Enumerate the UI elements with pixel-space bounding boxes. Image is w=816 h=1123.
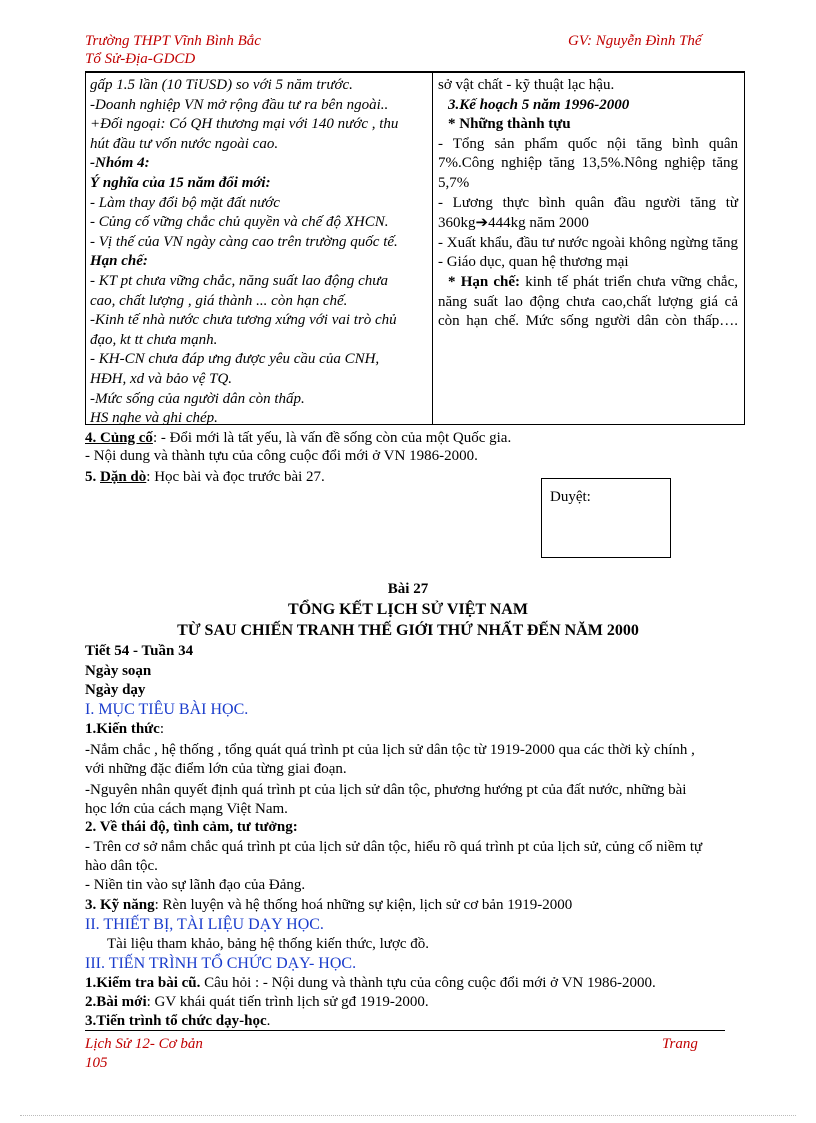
body-line: - Trên cơ sở nắm chắc quá trình pt của lịch sử dân tộc, hiểu rõ quá trình pt của lịch sử, củng cố niềm tự bbox=[85, 839, 703, 855]
new-lesson-line bbox=[85, 994, 429, 1011]
section-objectives: I. MỤC TIÊU BÀI HỌC. bbox=[85, 701, 249, 718]
achievement-line bbox=[438, 213, 738, 234]
lesson-number: Bài 27 bbox=[387, 581, 429, 597]
skill-label: 3. Kỹ năng bbox=[85, 897, 155, 913]
body-line: với những đặc điểm lớn của từng giai đoạn. bbox=[85, 761, 347, 777]
process-dot: . bbox=[266, 1013, 271, 1029]
lesson-title-1: TỔNG KẾT LỊCH SỬ VIỆT NAM bbox=[288, 601, 528, 618]
approval-box bbox=[541, 478, 671, 558]
table-line: -Doanh nghiệp VN mở rộng đầu tư ra bên ngoài.. bbox=[90, 96, 389, 113]
footer-page-label: Trang bbox=[662, 1036, 698, 1052]
new-lesson-text: : GV khái quát tiến trình lịch sử gđ 1919-2000. bbox=[146, 994, 429, 1010]
achievements-title: * Những thành tựu bbox=[448, 116, 571, 133]
table-line: - KT pt chưa vững chắc, năng suất lao động chưa bbox=[90, 272, 388, 289]
date-taught: Ngày dạy bbox=[85, 682, 146, 698]
homework-number: 5. bbox=[85, 469, 100, 485]
process-line bbox=[85, 1013, 270, 1030]
achievement-line: - Lương thực bình quân đầu người tăng từ bbox=[438, 194, 738, 211]
table-line: hút đầu tư vốn nước ngoài cao. bbox=[90, 135, 279, 152]
teacher-name: GV: Nguyễn Đình Thế bbox=[568, 33, 702, 49]
skill-text: : Rèn luyện và hệ thống hoá những sự kiện, lịch sử cơ bản 1919-2000 bbox=[154, 897, 573, 913]
food-value-start: 360kg bbox=[438, 215, 476, 232]
table-line: +Đối ngoại: Có QH thương mại với 140 nước , thu bbox=[90, 116, 399, 133]
table-left-column bbox=[90, 76, 428, 429]
table-line: đạo, kt tt chưa mạnh. bbox=[90, 331, 218, 348]
table-line: HS nghe và ghi chép. bbox=[90, 410, 218, 427]
table-line: -Mức sống của người dân còn thấp. bbox=[90, 390, 305, 407]
skill-line bbox=[85, 897, 572, 914]
significance-heading: Ý nghĩa của 15 năm đổi mới: bbox=[90, 174, 271, 191]
limitation-label: * Hạn chế: bbox=[448, 273, 521, 290]
section-materials: II. THIẾT BỊ, TÀI LIỆU DẠY HỌC. bbox=[85, 916, 324, 933]
new-lesson-label: 2.Bài mới bbox=[85, 994, 147, 1010]
process-label: 3.Tiến trình tổ chức dạy-học bbox=[85, 1013, 267, 1029]
body-line: -Nắm chắc , hệ thống , tổng quát quá trình pt của lịch sử dân tộc từ 1919-2000 qua các thời kỳ chính , bbox=[85, 742, 695, 758]
activity-table bbox=[85, 71, 745, 425]
group-heading: -Nhóm 4: bbox=[90, 155, 150, 172]
consolidate-text: : - Đổi mới là tất yếu, là vấn đề sống còn của một Quốc gia. bbox=[152, 430, 512, 446]
table-line: gấp 1.5 lần (10 TỉUSD) so với 5 năm trước. bbox=[90, 77, 353, 93]
page-edge bbox=[20, 1115, 796, 1116]
body-line: -Nguyên nhân quyết định quá trình pt của lịch sử dân tộc, phương hướng pt của đất nước, những bài bbox=[85, 782, 687, 798]
body-line: hào dân tộc. bbox=[85, 858, 158, 874]
homework-label: Dặn dò bbox=[100, 469, 147, 485]
table-line: - Làm thay đổi bộ mặt đất nước bbox=[90, 194, 280, 211]
consolidate-label: 4. Củng cố bbox=[85, 430, 153, 446]
approval-label: Duyệt: bbox=[550, 489, 591, 505]
table-line: - Củng cố vững chắc chủ quyền và chế độ XHCN. bbox=[90, 214, 389, 231]
table-line: - Vị thế của VN ngày càng cao trên trường quốc tế. bbox=[90, 233, 398, 250]
table-line: sở vật chất - kỹ thuật lạc hậu. bbox=[438, 77, 615, 93]
achievement-line: - Giáo dục, quan hệ thương mại bbox=[438, 254, 629, 271]
table-line: - KH-CN chưa đáp ưng được yêu cầu của CNH, bbox=[90, 351, 380, 368]
table-line: -Kinh tế nhà nước chưa tương xứng với vai trò chủ bbox=[90, 312, 397, 329]
department-name: Tổ Sử-Địa-GDCD bbox=[85, 51, 196, 67]
limitations-heading: Hạn chế: bbox=[90, 253, 148, 270]
footer-page-number: 105 bbox=[85, 1055, 108, 1071]
consolidate-line-2: - Nội dung và thành tựu của công cuộc đổi mới ở VN 1986-2000. bbox=[85, 448, 478, 464]
food-value-end: 444kg năm 2000 bbox=[488, 215, 589, 232]
table-line: cao, chất lượng , giá thành ... còn hạn chế. bbox=[90, 292, 348, 309]
achievement-paragraph: - Xuất khẩu, đầu tư nước ngoài không ngừng tăng bbox=[438, 234, 738, 251]
attitude-heading: 2. Về thái độ, tình cảm, tư tưởng: bbox=[85, 819, 298, 835]
homework-line bbox=[85, 469, 325, 486]
materials-text: Tài liệu tham khảo, bảng hệ thống kiến thức, lược đồ. bbox=[107, 936, 430, 952]
lesson-period: Tiết 54 - Tuần 34 bbox=[85, 643, 194, 659]
footer-subject: Lịch Sử 12- Cơ bản bbox=[85, 1036, 203, 1052]
limitation-text: kinh tế phát triển chưa vững chắc, năng suất lao động chưa cao,chất lượng giá cả còn hạn chế. Mức sống người dân còn thấp…. bbox=[438, 273, 738, 330]
footer-rule bbox=[85, 1030, 725, 1031]
table-line: HĐH, xd và bảo vệ TQ. bbox=[90, 370, 233, 387]
lesson-title-2: TỪ SAU CHIẾN TRANH THẾ GIỚI THỨ NHẤT ĐẾN NĂM 2000 bbox=[177, 622, 639, 639]
body-line: học lớn của cách mạng Việt Nam. bbox=[85, 801, 288, 817]
section-process: III. TIẾN TRÌNH TỔ CHỨC DẠY- HỌC. bbox=[85, 955, 357, 972]
table-right-column bbox=[438, 76, 738, 332]
plan-title: 3.Kế hoạch 5 năm 1996-2000 bbox=[448, 96, 630, 113]
consolidate-line bbox=[85, 430, 511, 447]
knowledge-colon: : bbox=[159, 721, 165, 737]
date-prepared: Ngày soạn bbox=[85, 663, 152, 679]
check-label: 1.Kiểm tra bài cũ. bbox=[85, 975, 201, 991]
school-name: Trường THPT Vĩnh Bình Bắc bbox=[85, 33, 261, 49]
arrow-icon: ➔ bbox=[475, 213, 489, 232]
knowledge-label: 1.Kiến thức bbox=[85, 721, 160, 737]
check-line bbox=[85, 975, 656, 992]
check-text: Câu hỏi : - Nội dung và thành tựu của công cuộc đổi mới ở VN 1986-2000. bbox=[200, 975, 656, 991]
achievement-paragraph: - Tổng sản phẩm quốc nội tăng bình quân 7%.Công nghiệp tăng 13,5%.Nông nghiệp tăng 5,7% bbox=[438, 135, 738, 191]
body-line: - Niền tin vào sự lãnh đạo của Đảng. bbox=[85, 877, 306, 893]
limitation-paragraph bbox=[438, 273, 738, 332]
knowledge-heading bbox=[85, 721, 164, 738]
table-divider bbox=[432, 73, 433, 424]
homework-text: : Học bài và đọc trước bài 27. bbox=[146, 469, 325, 485]
